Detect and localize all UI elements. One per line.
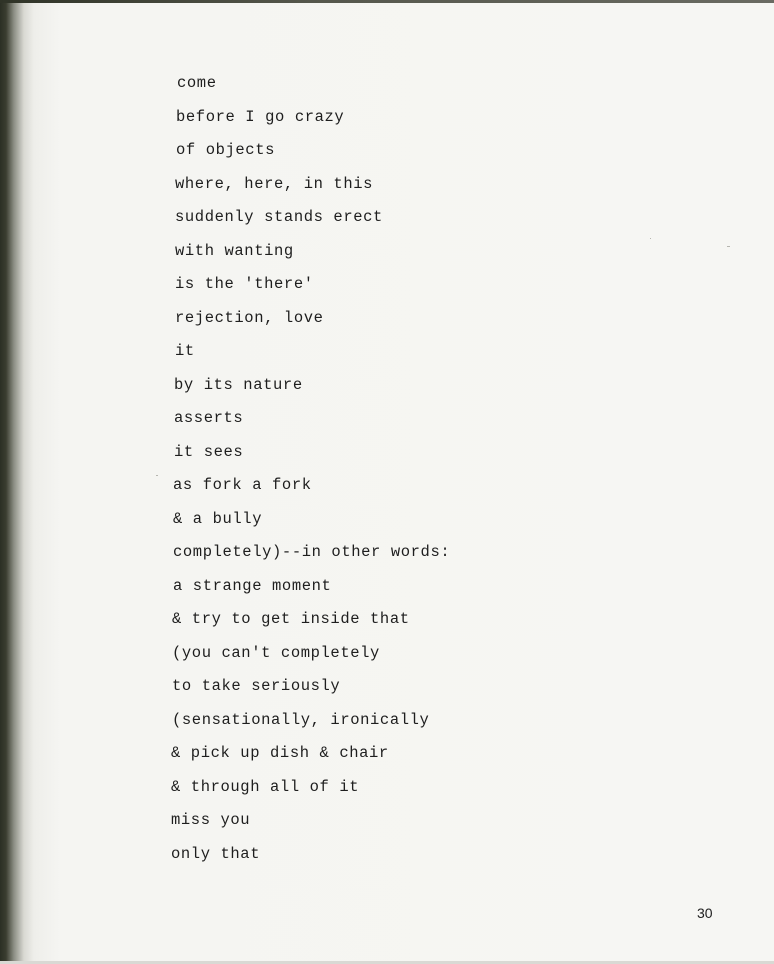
poem-line: as fork a fork <box>173 476 312 494</box>
poem-line: before I go crazy <box>176 107 345 126</box>
paper-speck <box>727 246 730 247</box>
poem-line: is the 'there' <box>175 275 314 293</box>
poem-line: by its nature <box>174 375 303 394</box>
poem-line: come <box>177 74 217 92</box>
poem-line: & pick up dish & chair <box>171 744 389 762</box>
poem-line: suddenly stands erect <box>175 208 383 226</box>
poem-line: asserts <box>174 409 244 427</box>
poem-line: completely)--in other words: <box>173 543 451 561</box>
poem-line: & a bully <box>173 509 263 528</box>
poem-line: rejection, love <box>175 308 324 327</box>
paper-speck <box>156 475 158 476</box>
poem-line: miss you <box>171 811 251 829</box>
poem-line: a strange moment <box>173 576 332 595</box>
poem-line: (sensationally, ironically <box>172 710 430 729</box>
poem-line: & try to get inside that <box>172 610 410 628</box>
page-number: 30 <box>697 905 713 921</box>
poem-line: with wanting <box>175 241 294 260</box>
poem-line: (you can't completely <box>172 643 380 662</box>
poem-line: it <box>175 342 195 360</box>
poem-line: only that <box>171 844 261 863</box>
poem-line: where, here, in this <box>175 174 374 193</box>
paper-speck <box>650 238 651 239</box>
poem-line: of objects <box>176 141 276 159</box>
poem-line: & through all of it <box>171 777 360 796</box>
poem-text <box>171 70 450 874</box>
poem-line: to take seriously <box>172 677 341 695</box>
poem-line: it sees <box>174 442 244 461</box>
page-top-edge <box>0 0 774 3</box>
